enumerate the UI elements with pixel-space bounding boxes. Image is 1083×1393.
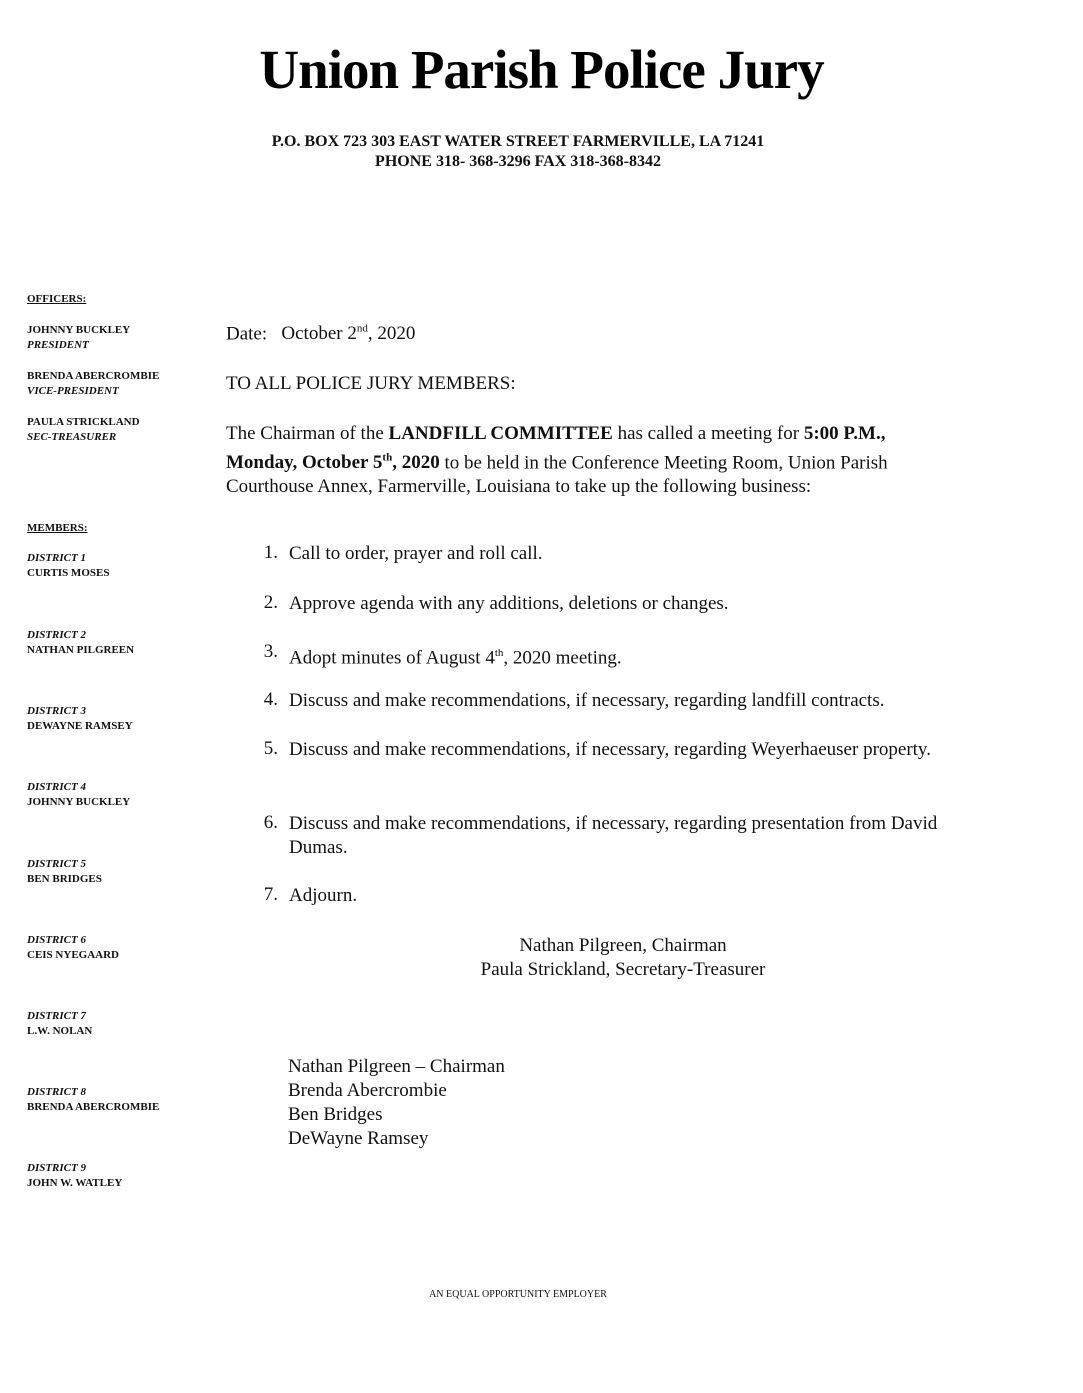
letterhead-address: P.O. BOX 723 303 EAST WATER STREET FARMERVILLE, LA 71241 xyxy=(271,133,765,150)
district-label: DISTRICT 2 xyxy=(27,629,86,641)
agenda-item: Approve agenda with any additions, deletions or changes. xyxy=(289,593,729,614)
district-entry xyxy=(27,1085,159,1115)
committee-member: Brenda Abercrombie xyxy=(288,1080,447,1101)
agenda-number: 7. xyxy=(263,884,278,905)
officer-name: BRENDA ABERCROMBIE xyxy=(27,370,160,382)
agenda-number: 2. xyxy=(263,592,278,613)
district-label: DISTRICT 6 xyxy=(27,934,86,946)
intro-paragraph: The Chairman of the LANDFILL COMMITTEE has called a meeting for 5:00 P.M., Monday, October 5th, 2020 to be held in the Conference Meeting Room, Union Parish Courthouse Annex, Farmerville, Louisiana to take up the following business: xyxy=(226,423,888,498)
district-member-name: DEWAYNE RAMSEY xyxy=(27,720,133,732)
district-entry xyxy=(27,628,134,658)
agenda-number: 1. xyxy=(263,542,278,563)
date-label: Date: xyxy=(226,323,268,345)
district-entry xyxy=(27,1009,92,1039)
agenda-number: 4. xyxy=(263,689,278,710)
district-label: DISTRICT 8 xyxy=(27,1086,86,1098)
district-member-name: BRENDA ABERCROMBIE xyxy=(27,1101,160,1113)
district-member-name: L.W. NOLAN xyxy=(27,1025,93,1037)
committee-member: Nathan Pilgreen – Chairman xyxy=(288,1056,505,1077)
letter-date xyxy=(226,323,415,345)
committee-name: LANDFILL COMMITTEE xyxy=(388,423,613,444)
district-member-name: CURTIS MOSES xyxy=(27,567,110,579)
signature-chairman: Nathan Pilgreen, Chairman xyxy=(519,935,727,956)
agenda-number: 3. xyxy=(263,641,278,662)
agenda-number: 5. xyxy=(263,738,278,759)
district-member-name: CEIS NYEGAARD xyxy=(27,949,119,961)
agenda-number: 6. xyxy=(263,812,278,833)
district-entry xyxy=(27,551,109,581)
district-entry xyxy=(27,780,130,810)
agenda-item: Adopt minutes of August 4th, 2020 meeting. xyxy=(289,647,622,669)
footer-text: AN EQUAL OPPORTUNITY EMPLOYER xyxy=(429,1289,607,1300)
agenda-item: Adjourn. xyxy=(289,885,358,906)
officer-role: VICE-PRESIDENT xyxy=(27,385,119,397)
agenda-item: Discuss and make recommendations, if necessary, regarding Weyerhaeuser property. xyxy=(289,739,931,760)
agenda-item: Call to order, prayer and roll call. xyxy=(289,543,543,564)
letterhead-phone: PHONE 318- 368-3296 FAX 318-368-8342 xyxy=(375,153,661,170)
district-entry xyxy=(27,704,133,734)
letterhead-title: Union Parish Police Jury xyxy=(259,39,824,100)
salutation: TO ALL POLICE JURY MEMBERS: xyxy=(226,373,516,394)
officer-entry xyxy=(27,323,130,353)
date-value: October 2nd, 2020 xyxy=(281,323,416,345)
district-label: DISTRICT 5 xyxy=(27,858,86,870)
district-member-name: BEN BRIDGES xyxy=(27,873,102,885)
district-label: DISTRICT 1 xyxy=(27,552,86,564)
officer-role: PRESIDENT xyxy=(27,339,89,351)
officer-name: JOHNNY BUCKLEY xyxy=(27,324,131,336)
committee-member: Ben Bridges xyxy=(288,1104,383,1125)
district-label: DISTRICT 3 xyxy=(27,705,86,717)
meeting-time: 5:00 P.M., Monday, October 5th, 2020 xyxy=(226,423,886,474)
district-label: DISTRICT 7 xyxy=(27,1010,86,1022)
district-member-name: JOHNNY BUCKLEY xyxy=(27,796,131,808)
officer-entry xyxy=(27,415,140,445)
district-entry xyxy=(27,1161,122,1191)
officer-entry xyxy=(27,369,159,399)
district-member-name: JOHN W. WATLEY xyxy=(27,1177,123,1189)
officer-name: PAULA STRICKLAND xyxy=(27,416,140,428)
district-label: DISTRICT 9 xyxy=(27,1162,86,1174)
agenda-item: Discuss and make recommendations, if necessary, regarding presentation from David Dumas. xyxy=(289,813,938,858)
committee-member: DeWayne Ramsey xyxy=(288,1128,429,1149)
officers-heading: OFFICERS: xyxy=(27,293,87,305)
district-label: DISTRICT 4 xyxy=(27,781,86,793)
signature-secretary: Paula Strickland, Secretary-Treasurer xyxy=(480,959,766,980)
district-entry xyxy=(27,857,102,887)
district-member-name: NATHAN PILGREEN xyxy=(27,644,135,656)
officer-role: SEC-TREASURER xyxy=(27,431,117,443)
agenda-item: Discuss and make recommendations, if necessary, regarding landfill contracts. xyxy=(289,690,885,711)
members-heading: MEMBERS: xyxy=(27,522,88,534)
